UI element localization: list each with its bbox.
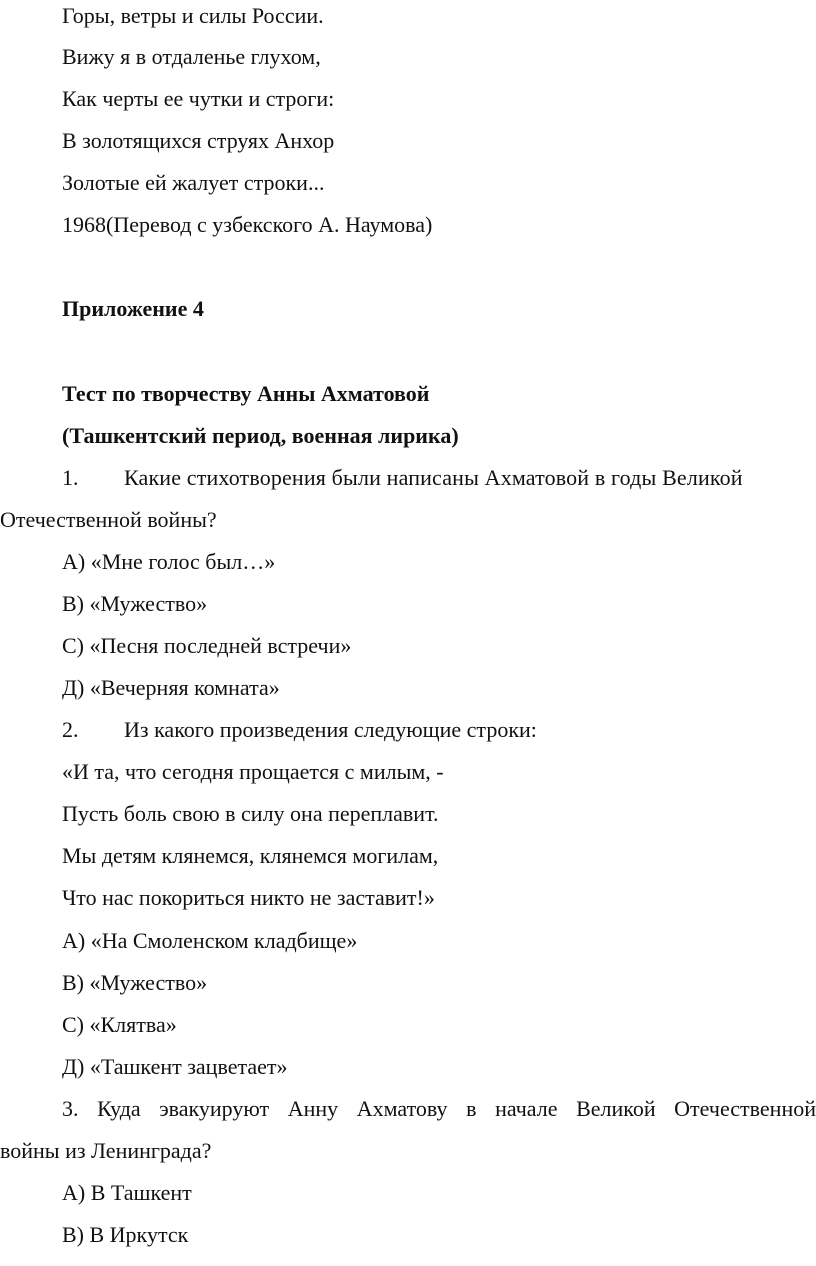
question-text: Какие стихотворения были написаны Ахматовой в годы Великой — [124, 465, 743, 490]
question-number: 1. — [62, 465, 79, 490]
poem-translation-note: 1968(Перевод с узбекского А. Наумова) — [62, 212, 433, 237]
question-text: Из какого произведения следующие строки: — [124, 717, 537, 742]
answer-option: С) «Клятва» — [62, 1012, 177, 1037]
poem-line: Горы, ветры и силы России. — [62, 3, 324, 28]
question-word: 3. — [62, 1096, 79, 1121]
test-subtitle: (Ташкентский период, военная лирика) — [62, 423, 459, 448]
question-number: 2. — [62, 717, 79, 742]
poem-line: Вижу я в отдаленье глухом, — [62, 44, 321, 69]
question-1 — [62, 464, 743, 492]
question-text-continued: Отечественной войны? — [0, 507, 217, 532]
test-title: Тест по творчеству Анны Ахматовой — [62, 381, 430, 406]
answer-option: В) «Мужество» — [62, 591, 208, 616]
question-word: Великой — [576, 1096, 656, 1121]
answer-option: Д) «Вечерняя комната» — [62, 675, 280, 700]
question-word: эвакуируют — [159, 1096, 270, 1121]
poem-line: В золотящихся струях Анхор — [62, 128, 335, 153]
poem-line: Как черты ее чутки и строги: — [62, 86, 335, 111]
answer-option: С) «Песня последней встречи» — [62, 633, 352, 658]
appendix-heading: Приложение 4 — [62, 296, 204, 321]
answer-option: А) «На Смоленском кладбище» — [62, 928, 358, 953]
answer-option: В) «Мужество» — [62, 970, 208, 995]
question-word: Ахматову — [356, 1096, 448, 1121]
quote-line: Что нас покориться никто не заставит!» — [62, 885, 435, 910]
answer-option: А) «Мне голос был…» — [62, 549, 276, 574]
question-word: Куда — [97, 1096, 141, 1121]
quote-line: «И та, что сегодня прощается с милым, - — [62, 759, 444, 784]
question-word: начале — [495, 1096, 558, 1121]
question-word: Отечественной — [674, 1096, 816, 1121]
question-2 — [62, 716, 537, 744]
question-word: в — [466, 1096, 477, 1121]
answer-option: В) В Иркутск — [62, 1222, 189, 1247]
quote-line: Мы детям клянемся, клянемся могилам, — [62, 843, 439, 868]
question-word: Анну — [287, 1096, 339, 1121]
answer-option: Д) «Ташкент зацветает» — [62, 1054, 288, 1079]
quote-line: Пусть боль свою в силу она переплавит. — [62, 801, 439, 826]
question-text-continued: войны из Ленинграда? — [0, 1138, 212, 1163]
question-3 — [62, 1095, 816, 1123]
answer-option: А) В Ташкент — [62, 1180, 192, 1205]
poem-line: Золотые ей жалует строки... — [62, 170, 325, 195]
